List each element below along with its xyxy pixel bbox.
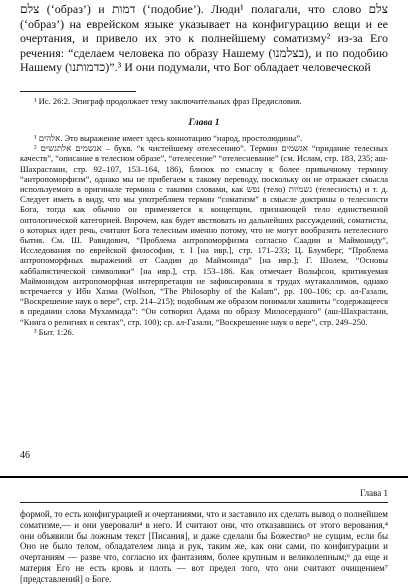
note-2: ² אגשמים אלתגשים – букв. “к чистейшему отелесению”. Термин אגשמים “придание телесных качеств”, “описание в телесном образе”, “отелесение” “отелесневание” (см. Ислам, стр. 183, 235; аш-Шахрастани, стр. 92–107, 153–164, 186), близок по смыслу к более привычному термину “антропоморфизм”, однако мы не прибегаем к такому переводу, поскольку он не отражает смысла используемого в оригинале термина с такими словами, как נפש (тело) גשמיות (телесность) и т. д. Следует иметь в виду, что мы употребляем термин “соматизм” в смысле доктрины о телесности Бога, тогда как обычно он применяется к концепции, признающей тело единственной онтологической категорией. Впрочем, как будет явствовать из дальнейших рассуждений, соматисты, о которых идет речь, считают Бога телесным именно потому, что не могут вообразить нетелесного бытия. См. Ш. Равидович, “Проблема антропоморфизма согласно Саадии и Маймониду”, Исследования по еврейской философии, т. I [на ивр.], стр. 171–233; Ц. Блумберг, “Проблема антропоморфных выражений от Саадии до Маймонида” [на ивр.]; Г. Шолем, “Основы каббалистической символики” [на ивр.], стр. 153–186. Как отмечает Вольфсон, критикуемая Маймонидом антропоморфная интерпретация не зафиксирована в трудах мутакаллимов, однако встречается у Ибн Хазма (Wolfson, “The Philosophy of the Kalam”, pp. 100–106; ср. ал-Газали, “Воскрешение наук о вере”, стр. 214–215); подобным же образом понимали хашвиты “содержащееся в предании слова Мухаммада”: “Он сотворил Адама по образу Милосердного” (аш-Шахрастани, “Книга о религиях и сектах”, стр. 100); ср. ал-Газали, “Воскрешение наук о вере”, стр. 249–250.: [20, 143, 388, 327]
main-paragraph-text: צלם (‘образ’) и דמות (‘подобие’). Люди¹ полагали, что слово צלם (‘образ’) на еврейском языке указывает на конфигурацию вещи и ее очертания, и привело их это к полнейшему соматизму² из-за Его речения: “сделаем человека по образу Нашему (בצלמנו), и по подобию Нашему (כדמותנו)”.³ И они подумали, что Бог обладает человеческой: [20, 2, 389, 74]
lower-book-page: [0, 482, 408, 588]
running-head-rule: [20, 502, 388, 503]
note-3: ³ Быт. 1:26.: [34, 326, 74, 337]
page-number: 46: [20, 450, 30, 461]
chapter-notes: [20, 133, 388, 337]
footnote-separator: [20, 91, 136, 92]
note-1: ¹ אלהים. Это выражение имеет здесь коннотацию “народ, простолюдины”.: [34, 133, 303, 143]
chapter-heading: Глава 1: [188, 118, 220, 128]
running-head: Глава 1: [360, 488, 388, 498]
continuation-paragraph: формой, то есть конфигурацией и очертаниями, что и заставило их сделать вывод о полнейшем соматизме,— и они уверовали⁴ в него. И считают они, что отказавшись от этого верования,⁴ они объявили бы ложным текст [Писания], и даже сделали бы Божество⁵ не сущим, если бы Оно не было телом, обладателем лица и рук, таким же, как они сами, по конфигурации и очертаниям — разве что, согласно их фантазиям, более крупным и великолепным;⁶ да еще и материя Его не есть кровь и плоть — вот предел того, что они считают очищением⁷ [представлений] о Боге.: [20, 509, 388, 584]
main-paragraph: [20, 2, 388, 75]
page-divider: [0, 466, 408, 480]
epigraph-footnote: ¹ Ис. 26:2. Эпиграф продолжает тему заключительных фраз Предисловия.: [34, 96, 302, 106]
